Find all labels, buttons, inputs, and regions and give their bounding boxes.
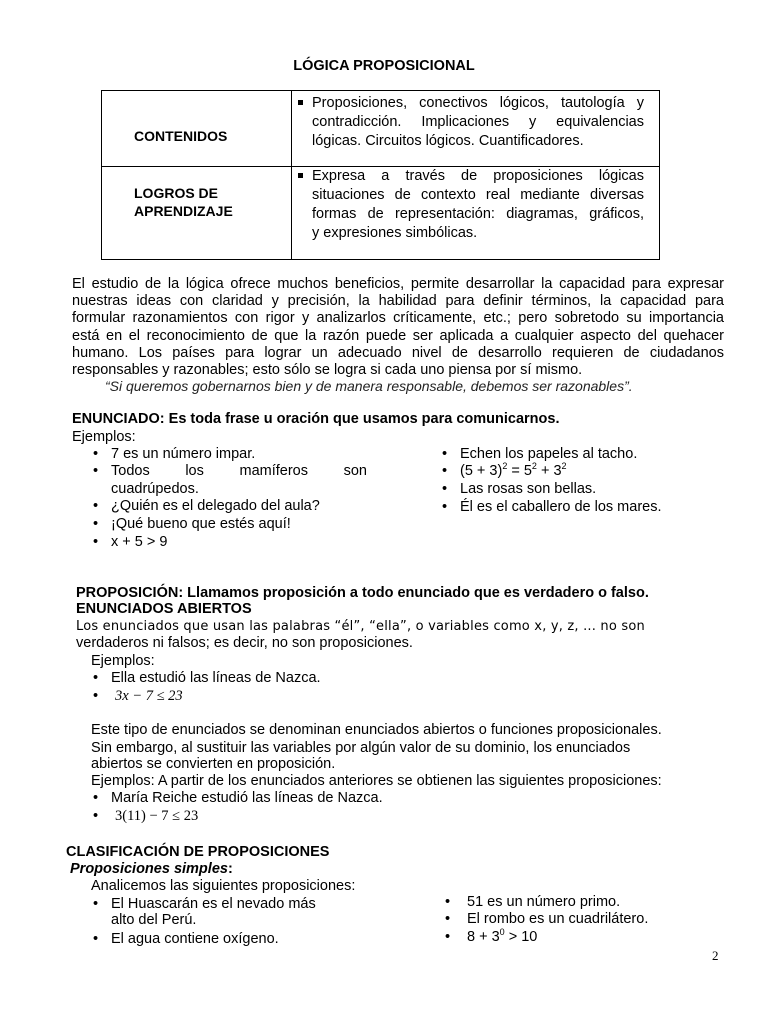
abiertos-paragraph-line-2: Sin embargo, al sustituir las variables por algún valor de su dominio, los enunciados [91,740,631,756]
bullet-icon: • [93,463,99,479]
table-label-contenidos: CONTENIDOS [134,128,228,144]
abiertos-paragraph-line-4: Ejemplos: A partir de los enunciados anteriores se obtienen las siguientes proposiciones: [91,773,662,789]
bullet-icon: • [93,534,99,550]
bullet-icon: • [93,498,99,514]
square-bullet-icon [298,173,303,178]
bullet-icon: • [442,499,448,515]
table-cell-contenidos: Proposiciones, conectivos lógicos, tautología y contradicción. Implicaciones y equivalencias lógicas. Circuitos lógicos. Cuantificadores. [298,94,644,151]
bullet-icon: • [93,896,99,912]
intro-paragraph: El estudio de la lógica ofrece muchos beneficios, permite desarrollar la capacidad para expresar nuestras ideas con claridad y precisión, la habilidad para definir términos, la capacidad para formular razonamientos con rigor y analizarlos críticamente, etc.; pero sobretodo su importancia está en el reconocimiento de que la razón puede ser aplicada a cualquier aspecto del quehacer humano. Los países para lograr un adecuado nivel de desarrollo requieren de ciudadanos responsables y razonables; esto sólo se logra si cada uno piensa por sí mismo. [72,276,724,378]
bullet-icon: • [93,808,99,824]
exponent-expression: $(5 + 3)^2 = 5^2 + 3^2$ [460,461,567,479]
bullet-icon: • [93,670,99,686]
exponent-expression: $8 + 3^0 > 10$ [467,927,538,945]
list-item-continuation: alto del Perú. [111,912,197,928]
bullet-icon: • [93,516,99,532]
list-item-continuation: cuadrúpedos. [111,481,199,497]
bullet-icon: • [445,894,451,910]
page-title: LÓGICA PROPOSICIONAL [293,58,475,74]
bullet-icon: • [445,911,451,927]
bullet-icon: • [93,688,99,704]
intro-quote: “Si queremos gobernarnos bien y de manera responsable, debemos ser razonables”. [105,378,633,394]
abiertos-definition-line-2: verdaderos ni falsos; es decir, no son proposiciones. [76,635,413,651]
square-bullet-icon [298,100,303,105]
bullet-icon: • [442,463,448,479]
bullet-icon: • [93,446,99,462]
enunciado-heading: ENUNCIADO: Es toda frase u oración que usamos para comunicarnos. [72,411,560,427]
bullet-icon: • [93,931,99,947]
contents-table [101,90,660,260]
bullet-icon: • [442,481,448,497]
table-column-divider [291,91,292,259]
proposicion-heading: PROPOSICIÓN: Llamamos proposición a todo enunciado que es verdadero o falso. [76,585,649,601]
abiertos-examples-label: Ejemplos: [91,653,155,669]
proposiciones-simples-heading: Proposiciones simples: [70,861,233,877]
table-cell-logros: Expresa a través de proposiciones lógicas situaciones de contexto real mediante diversas formas de representación: diagramas, gráficos, y expresiones simbólicas. [298,167,644,243]
abiertos-paragraph-line-1: Este tipo de enunciados se denominan enunciados abiertos o funciones proposicionales. [91,722,662,738]
clasificacion-intro: Analicemos las siguientes proposiciones: [91,878,356,894]
bullet-icon: • [445,929,451,945]
abiertos-definition-line-1: Los enunciados que usan las palabras “él”, “ella”, o variables como x, y, z, ... no son [76,619,645,634]
abiertos-paragraph-line-3: abiertos se convierten en proposición. [91,756,336,772]
bullet-icon: • [442,446,448,462]
bullet-icon: • [93,790,99,806]
clasificacion-heading: CLASIFICACIÓN DE PROPOSICIONES [66,844,330,860]
table-label-logros: LOGROS DE APRENDIZAJE [134,185,233,219]
enunciados-abiertos-heading: ENUNCIADOS ABIERTOS [76,601,252,617]
enunciado-examples-label: Ejemplos: [72,429,136,445]
page-number: 2 [712,948,719,963]
